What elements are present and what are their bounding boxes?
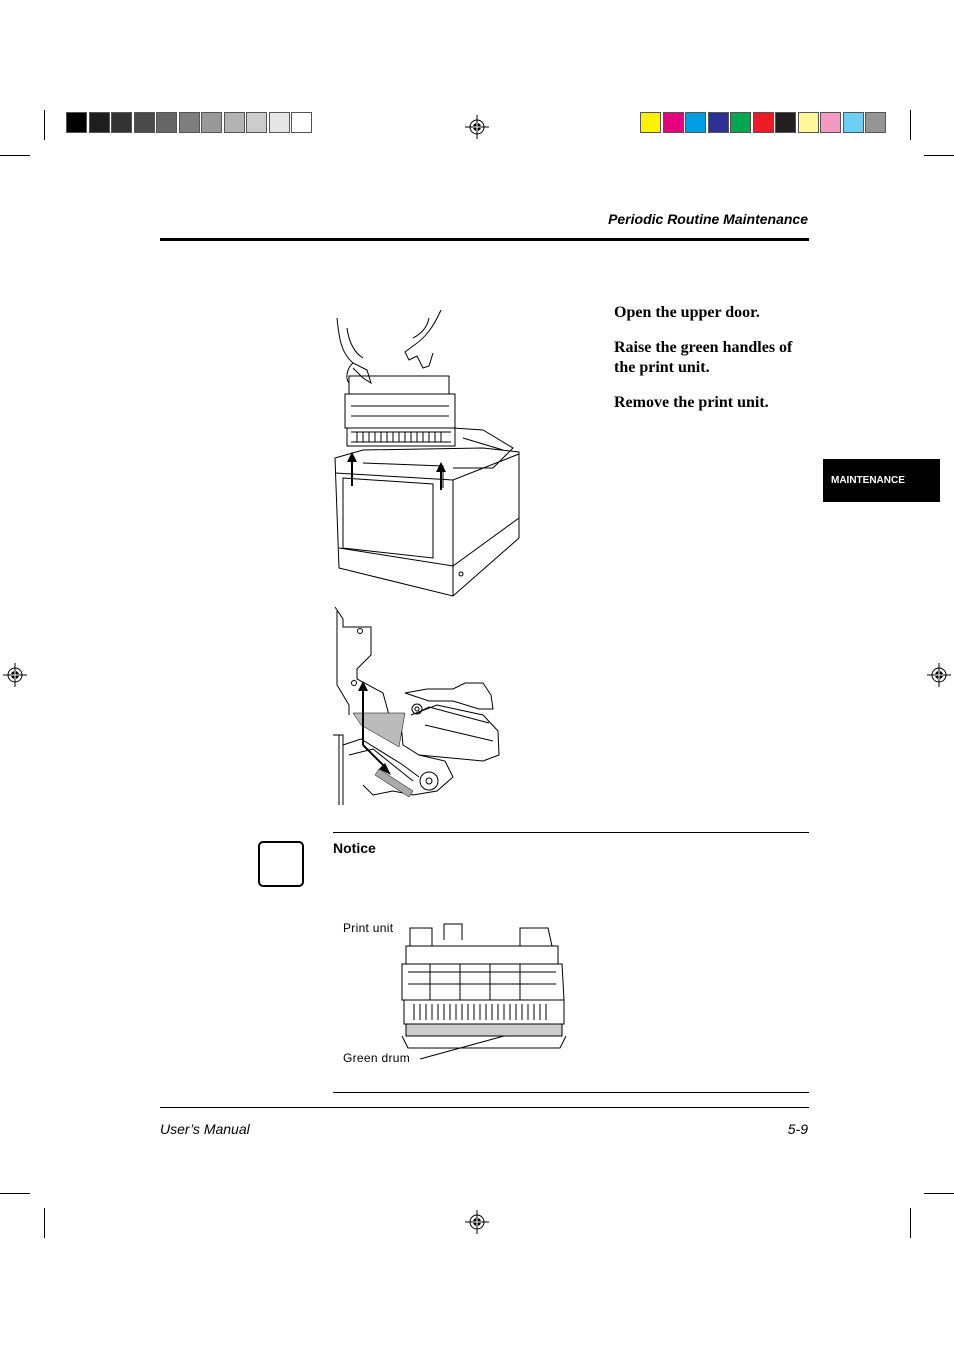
registration-mark-bottom xyxy=(465,1210,489,1234)
calibration-swatch xyxy=(224,112,245,133)
calibration-swatch xyxy=(134,112,155,133)
section-tab-maintenance xyxy=(823,459,940,502)
calibration-swatch xyxy=(708,112,729,133)
registration-mark-right xyxy=(927,663,951,687)
crop-mark xyxy=(924,1193,954,1194)
calibration-swatch xyxy=(291,112,312,133)
crop-mark xyxy=(44,110,45,140)
calibration-swatch xyxy=(66,112,87,133)
print-unit-illustration xyxy=(400,920,570,1060)
calibration-swatch xyxy=(753,112,774,133)
header-rule xyxy=(160,238,809,241)
step-raise-green-handles: Raise the green handles of the print unit. xyxy=(614,339,793,376)
notice-title: Notice xyxy=(333,840,376,856)
crop-mark xyxy=(44,1208,45,1238)
footer-rule xyxy=(160,1107,809,1108)
calibration-swatch xyxy=(179,112,200,133)
calibration-swatch xyxy=(730,112,751,133)
footer-manual-title: User’s Manual xyxy=(160,1121,250,1137)
notice-top-rule xyxy=(333,832,809,833)
running-header-title: Periodic Routine Maintenance xyxy=(608,211,808,227)
calibration-swatch xyxy=(201,112,222,133)
calibration-swatch xyxy=(798,112,819,133)
calibration-swatch xyxy=(156,112,177,133)
calibration-swatch xyxy=(246,112,267,133)
procedure-steps xyxy=(614,303,814,428)
calibration-swatch xyxy=(640,112,661,133)
calibration-swatch xyxy=(663,112,684,133)
calibration-swatch xyxy=(89,112,110,133)
step-open-upper-door: Open the upper door. xyxy=(614,304,760,321)
calibration-swatch xyxy=(865,112,886,133)
calibration-swatch xyxy=(843,112,864,133)
crop-mark xyxy=(0,1193,30,1194)
printer-print-unit-removal-illustration xyxy=(333,308,523,600)
crop-mark xyxy=(910,1208,911,1238)
registration-mark-top xyxy=(465,115,489,139)
section-tab-label: MAINTENANCE xyxy=(831,475,905,486)
crop-mark xyxy=(0,155,30,156)
print-unit-side-view-illustration xyxy=(333,605,503,805)
calibration-swatch xyxy=(269,112,290,133)
calibration-swatch xyxy=(111,112,132,133)
notice-bottom-rule xyxy=(333,1092,809,1093)
notice-icon xyxy=(258,841,304,887)
calibration-swatch xyxy=(685,112,706,133)
registration-mark-left xyxy=(3,663,27,687)
crop-mark xyxy=(910,110,911,140)
callout-print-unit: Print unit xyxy=(343,921,394,935)
crop-mark xyxy=(924,155,954,156)
step-remove-print-unit: Remove the print unit. xyxy=(614,394,769,411)
footer-page-number: 5-9 xyxy=(787,1121,808,1137)
calibration-swatch xyxy=(820,112,841,133)
callout-green-drum: Green drum xyxy=(343,1051,411,1065)
calibration-swatch xyxy=(775,112,796,133)
